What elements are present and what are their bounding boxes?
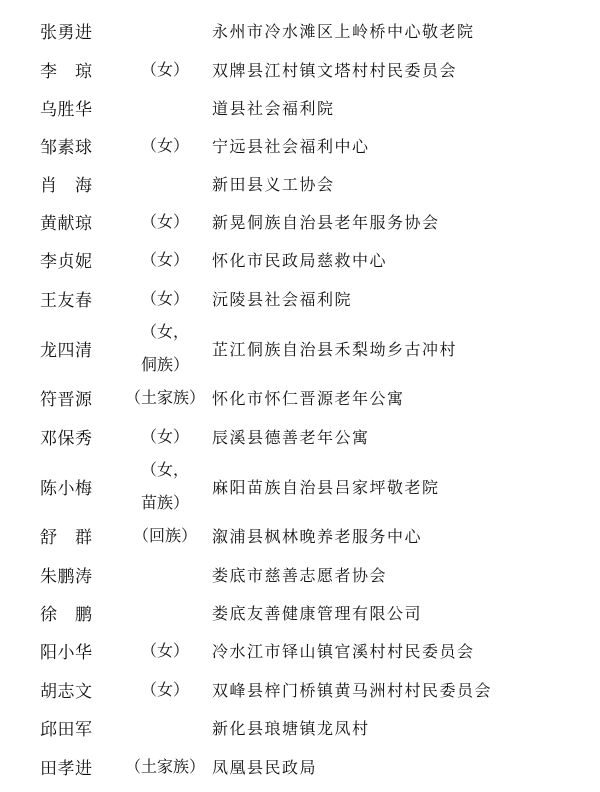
person-note: （女） [140, 679, 189, 699]
list-item [0, 453, 600, 519]
person-note: （女） [140, 249, 189, 269]
organization-name: 道县社会福利院 [212, 98, 335, 118]
organization-name: 新田县义工协会 [212, 174, 335, 194]
person-name: 乌胜华 [40, 99, 93, 120]
person-note: （女） [140, 426, 189, 446]
person-name: 舒 群 [40, 527, 93, 548]
organization-name: 溆浦县枫林晚养老服务中心 [212, 526, 423, 546]
list-item [0, 556, 600, 592]
organization-name: 怀化市怀仁晋源老年公寓 [212, 388, 405, 408]
organization-name: 怀化市民政局慈救中心 [212, 250, 388, 270]
person-name: 黄献琼 [40, 213, 93, 234]
organization-name: 沅陵县社会福利院 [212, 289, 353, 309]
person-note: （女， 侗族） [140, 322, 189, 374]
person-name: 李贞妮 [40, 251, 93, 272]
person-name: 肖 海 [40, 175, 93, 196]
organization-name: 芷江侗族自治县禾梨坳乡古冲村 [212, 339, 458, 359]
person-note: （回族） [132, 525, 197, 545]
list-item [0, 241, 600, 277]
list-item [0, 203, 600, 239]
person-name: 龙四清 [40, 340, 93, 361]
organization-name: 娄底友善健康管理有限公司 [212, 603, 423, 623]
organization-name: 永州市冷水滩区上岭桥中心敬老院 [212, 21, 475, 41]
person-name: 李 琼 [40, 61, 93, 82]
organization-name: 娄底市慈善志愿者协会 [212, 565, 388, 585]
person-name: 胡志文 [40, 681, 93, 702]
person-note: （女） [140, 59, 189, 79]
organization-name: 双峰县梓门桥镇黄马洲村村民委员会 [212, 680, 493, 700]
person-name: 田孝进 [40, 758, 93, 779]
list-item [0, 632, 600, 668]
person-name: 阳小华 [40, 642, 93, 663]
person-note: （女） [140, 640, 189, 660]
organization-name: 凤凰县民政局 [212, 757, 318, 777]
organization-name: 双牌县江村镇文塔村村民委员会 [212, 60, 458, 80]
person-note: （女， 苗族） [140, 460, 189, 512]
organization-name: 新晃侗族自治县老年服务协会 [212, 212, 440, 232]
list-item [0, 315, 600, 381]
person-name: 符晋源 [40, 389, 93, 410]
person-note: （土家族） [124, 387, 205, 407]
person-note: （女） [140, 288, 189, 308]
list-item [0, 748, 600, 784]
organization-name: 辰溪县德善老年公寓 [212, 427, 370, 447]
list-item [0, 671, 600, 707]
list-item [0, 280, 600, 316]
person-note: （女） [140, 211, 189, 231]
person-note: （女） [140, 135, 189, 155]
organization-name: 宁远县社会福利中心 [212, 136, 370, 156]
person-name: 徐 鹏 [40, 604, 93, 625]
list-item [0, 51, 600, 87]
organization-name: 冷水江市铎山镇官溪村村民委员会 [212, 641, 475, 661]
person-name: 邓保秀 [40, 428, 93, 449]
organization-name: 麻阳苗族自治县吕家坪敬老院 [212, 477, 440, 497]
list-item [0, 517, 600, 553]
person-name: 朱鹏涛 [40, 566, 93, 587]
person-name: 邹素球 [40, 137, 93, 158]
person-note: （土家族） [124, 756, 205, 776]
list-item [0, 379, 600, 415]
person-name: 张勇进 [40, 22, 93, 43]
person-name: 邱田军 [40, 719, 93, 740]
person-name: 陈小梅 [40, 478, 93, 499]
list-item [0, 12, 600, 48]
list-item [0, 709, 600, 745]
list-item [0, 89, 600, 125]
list-item [0, 127, 600, 163]
organization-name: 新化县琅塘镇龙凤村 [212, 718, 370, 738]
list-item [0, 418, 600, 454]
list-item [0, 594, 600, 630]
list-item [0, 165, 600, 201]
person-name: 王友春 [40, 290, 93, 311]
